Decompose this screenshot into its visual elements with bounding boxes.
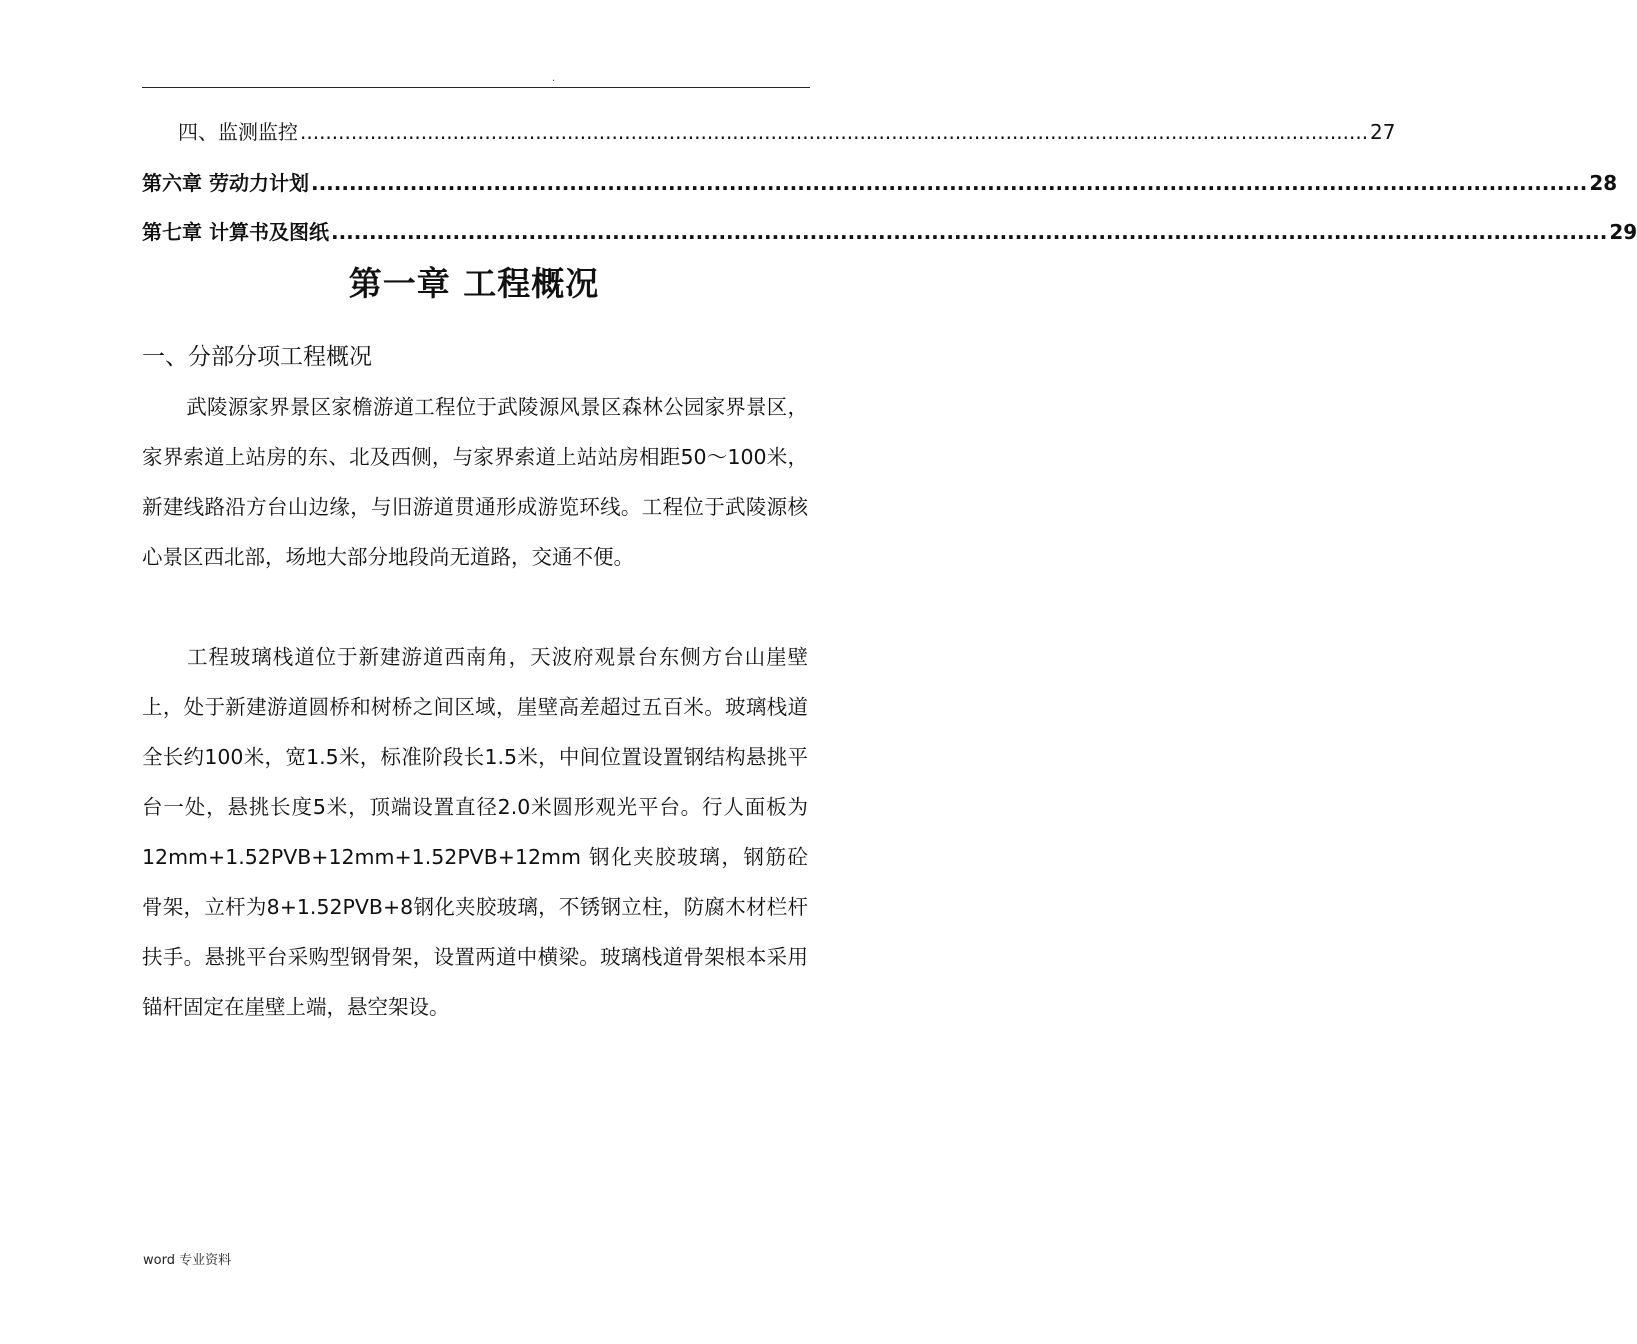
toc-entry-title: 四、监测监控 — [178, 120, 298, 144]
body-paragraph — [142, 632, 808, 1032]
toc-entry-page: 29 — [1609, 220, 1637, 244]
paragraph-text: 武陵源家界景区家檐游道工程位于武陵源风景区森林公园家界景区，家界索道上站房的东、北及西侧，与家界索道上站站房相距50～100米，新建线路沿方台山边缘，与旧游道贯通形成游览环线。工程位于武陵源核心景区西北部，场地大部分地段尚无道路，交通不便。 — [142, 395, 808, 569]
toc-entry-title: 第六章 劳动力计划 — [142, 171, 309, 195]
paragraph-text: 工程玻璃栈道位于新建游道西南角，天波府观景台东侧方台山崖壁上，处于新建游道圆桥和树桥之间区域，崖壁高差超过五百米。玻璃栈道全长约100米，宽1.5米，标准阶段长1.5米，中间位置设置钢结构悬挑平台一处，悬挑长度5米，顶端设置直径2.0米圆形观光平台。行人面板为 12mm+1.52PVB+12mm+1.52PVB+12mm 钢化夹胶玻璃，钢筋砼骨架，立杆为8+1.52PVB+8钢化夹胶玻璃，不锈钢立柱，防腐木材栏杆扶手。悬挑平台采购型钢骨架，设置两道中横梁。玻璃栈道骨架根本采用锚杆固定在崖壁上端，悬空架设。 — [142, 645, 808, 1019]
body-paragraph — [142, 382, 808, 582]
toc-dot-leader: ........................................................................................................................................................................ — [310, 171, 1588, 195]
toc-dot-leader: ........................................................................................................................................................................ — [330, 220, 1608, 244]
toc-entry-page: 28 — [1589, 171, 1618, 195]
header-rule — [142, 87, 810, 88]
toc-entry-chapter-6[interactable] — [142, 167, 1618, 197]
page-footer: word 专业资料 — [143, 1253, 232, 1268]
header-mark: . — [552, 73, 556, 84]
toc-entry-monitoring[interactable] — [142, 116, 1396, 146]
toc-entry-title: 第七章 计算书及图纸 — [142, 220, 329, 244]
toc-entry-chapter-7[interactable] — [142, 216, 1637, 246]
toc-dot-leader: ........................................................................................................................................................................ — [300, 120, 1369, 144]
chapter-title: 第一章 工程概况 — [348, 264, 600, 303]
toc-entry-page: 27 — [1370, 120, 1396, 144]
section-heading: 一、分部分项工程概况 — [142, 344, 372, 370]
